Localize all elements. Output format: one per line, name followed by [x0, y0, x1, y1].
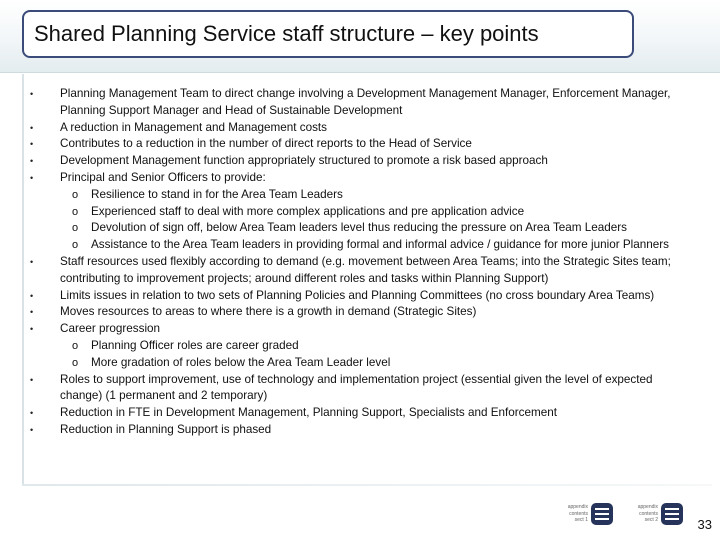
logo-line: contents: [639, 510, 658, 517]
bullet-text: Limits issues in relation to two sets of Planning Policies and Planning Committees (no cross boundary Area Teams): [60, 288, 655, 302]
document-list-icon: [661, 503, 683, 525]
bullet-marker: •: [30, 424, 34, 435]
bullet-marker: •: [30, 172, 34, 183]
bullet-item: [30, 304, 690, 321]
sub-bullet-marker: o: [72, 239, 79, 252]
sub-bullet-marker: o: [72, 356, 79, 369]
sub-bullet-item: [60, 187, 690, 204]
bullet-item: [30, 153, 690, 170]
page-title: Shared Planning Service staff structure – key points: [34, 21, 539, 46]
logo-line: sect 1: [574, 517, 588, 524]
sub-bullet-marker: o: [72, 188, 79, 201]
appendix-logo-2[interactable]: [618, 496, 683, 532]
bullet-list: [30, 86, 690, 439]
bullet-text: Moves resources to areas to where there is a growth in demand (Strategic Sites): [60, 305, 477, 319]
sub-bullet-list: [60, 187, 690, 254]
bullet-item: [30, 405, 690, 422]
logo-line: appendix: [567, 504, 588, 511]
bullet-marker: •: [30, 290, 34, 301]
sub-bullet-list: [60, 338, 690, 372]
bullet-marker: •: [30, 307, 34, 318]
sub-bullet-text: More gradation of roles below the Area Team Leader level: [91, 355, 391, 369]
sub-bullet-text: Planning Officer roles are career graded: [91, 338, 299, 352]
sub-bullet-item: [60, 237, 690, 254]
bullet-text: Principal and Senior Officers to provide:: [60, 170, 266, 184]
bullet-marker: •: [30, 139, 34, 150]
bullet-marker: •: [30, 89, 34, 99]
title-box: [22, 10, 634, 58]
bullet-item: [30, 86, 690, 120]
bullet-text: Staff resources used flexibly according to demand (e.g. movement between Area Teams; into the Strategic Sites team; contributing to improvement projects; around different roles and tasks within Planning Support): [60, 254, 671, 285]
bullet-marker: •: [30, 156, 34, 167]
bullet-text: A reduction in Management and Management costs: [60, 120, 328, 134]
sub-bullet-item: [60, 220, 690, 237]
bullet-text: Reduction in FTE in Development Management, Planning Support, Specialists and Enforcement: [60, 406, 557, 420]
title-band: [0, 0, 720, 73]
bottom-divider: [22, 484, 712, 486]
bullet-item: [30, 136, 690, 153]
sub-bullet-text: Resilience to stand in for the Area Team Leaders: [91, 187, 343, 201]
bullet-marker: •: [30, 408, 34, 419]
logo-line: appendix: [637, 504, 658, 511]
content-area: [30, 86, 690, 439]
bullet-text: Roles to support improvement, use of technology and implementation project (essential given the level of expected change) (1 permanent and 2 temporary): [60, 372, 653, 403]
sub-bullet-marker: o: [72, 339, 79, 352]
sub-bullet-item: [60, 355, 690, 372]
sub-bullet-marker: o: [72, 205, 79, 218]
bullet-item: [30, 254, 690, 288]
bullet-text: Planning Management Team to direct change involving a Development Management Manager, Enforcement Manager, Planning Support Manager and Head of Sustainable Development: [60, 87, 671, 117]
bullet-item: [30, 422, 690, 439]
bullet-marker: •: [30, 324, 34, 335]
sub-bullet-marker: o: [72, 222, 79, 235]
logo-line: contents: [569, 510, 588, 517]
left-divider: [22, 74, 24, 486]
document-list-icon: [591, 503, 613, 525]
bullet-text: Contributes to a reduction in the number of direct reports to the Head of Service: [60, 137, 472, 151]
bullet-item: [30, 170, 690, 254]
sub-bullet-text: Experienced staff to deal with more complex applications and pre application advice: [91, 204, 525, 218]
bullet-item: [30, 372, 690, 406]
bullet-marker: •: [30, 256, 34, 267]
appendix-logo-1-label: [548, 504, 588, 524]
bullet-item: [30, 321, 690, 371]
bullet-marker: •: [30, 122, 34, 133]
bullet-text: Development Management function appropriately structured to promote a risk based approach: [60, 154, 548, 168]
appendix-logo-1[interactable]: [548, 496, 613, 532]
bullet-text: Reduction in Planning Support is phased: [60, 422, 272, 436]
bullet-item: [30, 288, 690, 305]
sub-bullet-item: [60, 338, 690, 355]
logo-line: sect 2: [644, 517, 658, 524]
appendix-logo-2-label: [618, 504, 658, 524]
bullet-item: [30, 120, 690, 137]
bullet-text: Career progression: [60, 322, 161, 336]
bullet-marker: •: [30, 374, 34, 385]
sub-bullet-text: Devolution of sign off, below Area Team leaders level thus reducing the pressure on Area Team Leaders: [91, 221, 627, 235]
sub-bullet-text: Assistance to the Area Team leaders in providing formal and informal advice / guidance for more junior Planners: [91, 238, 669, 252]
sub-bullet-item: [60, 204, 690, 221]
page-number: 33: [697, 517, 712, 532]
